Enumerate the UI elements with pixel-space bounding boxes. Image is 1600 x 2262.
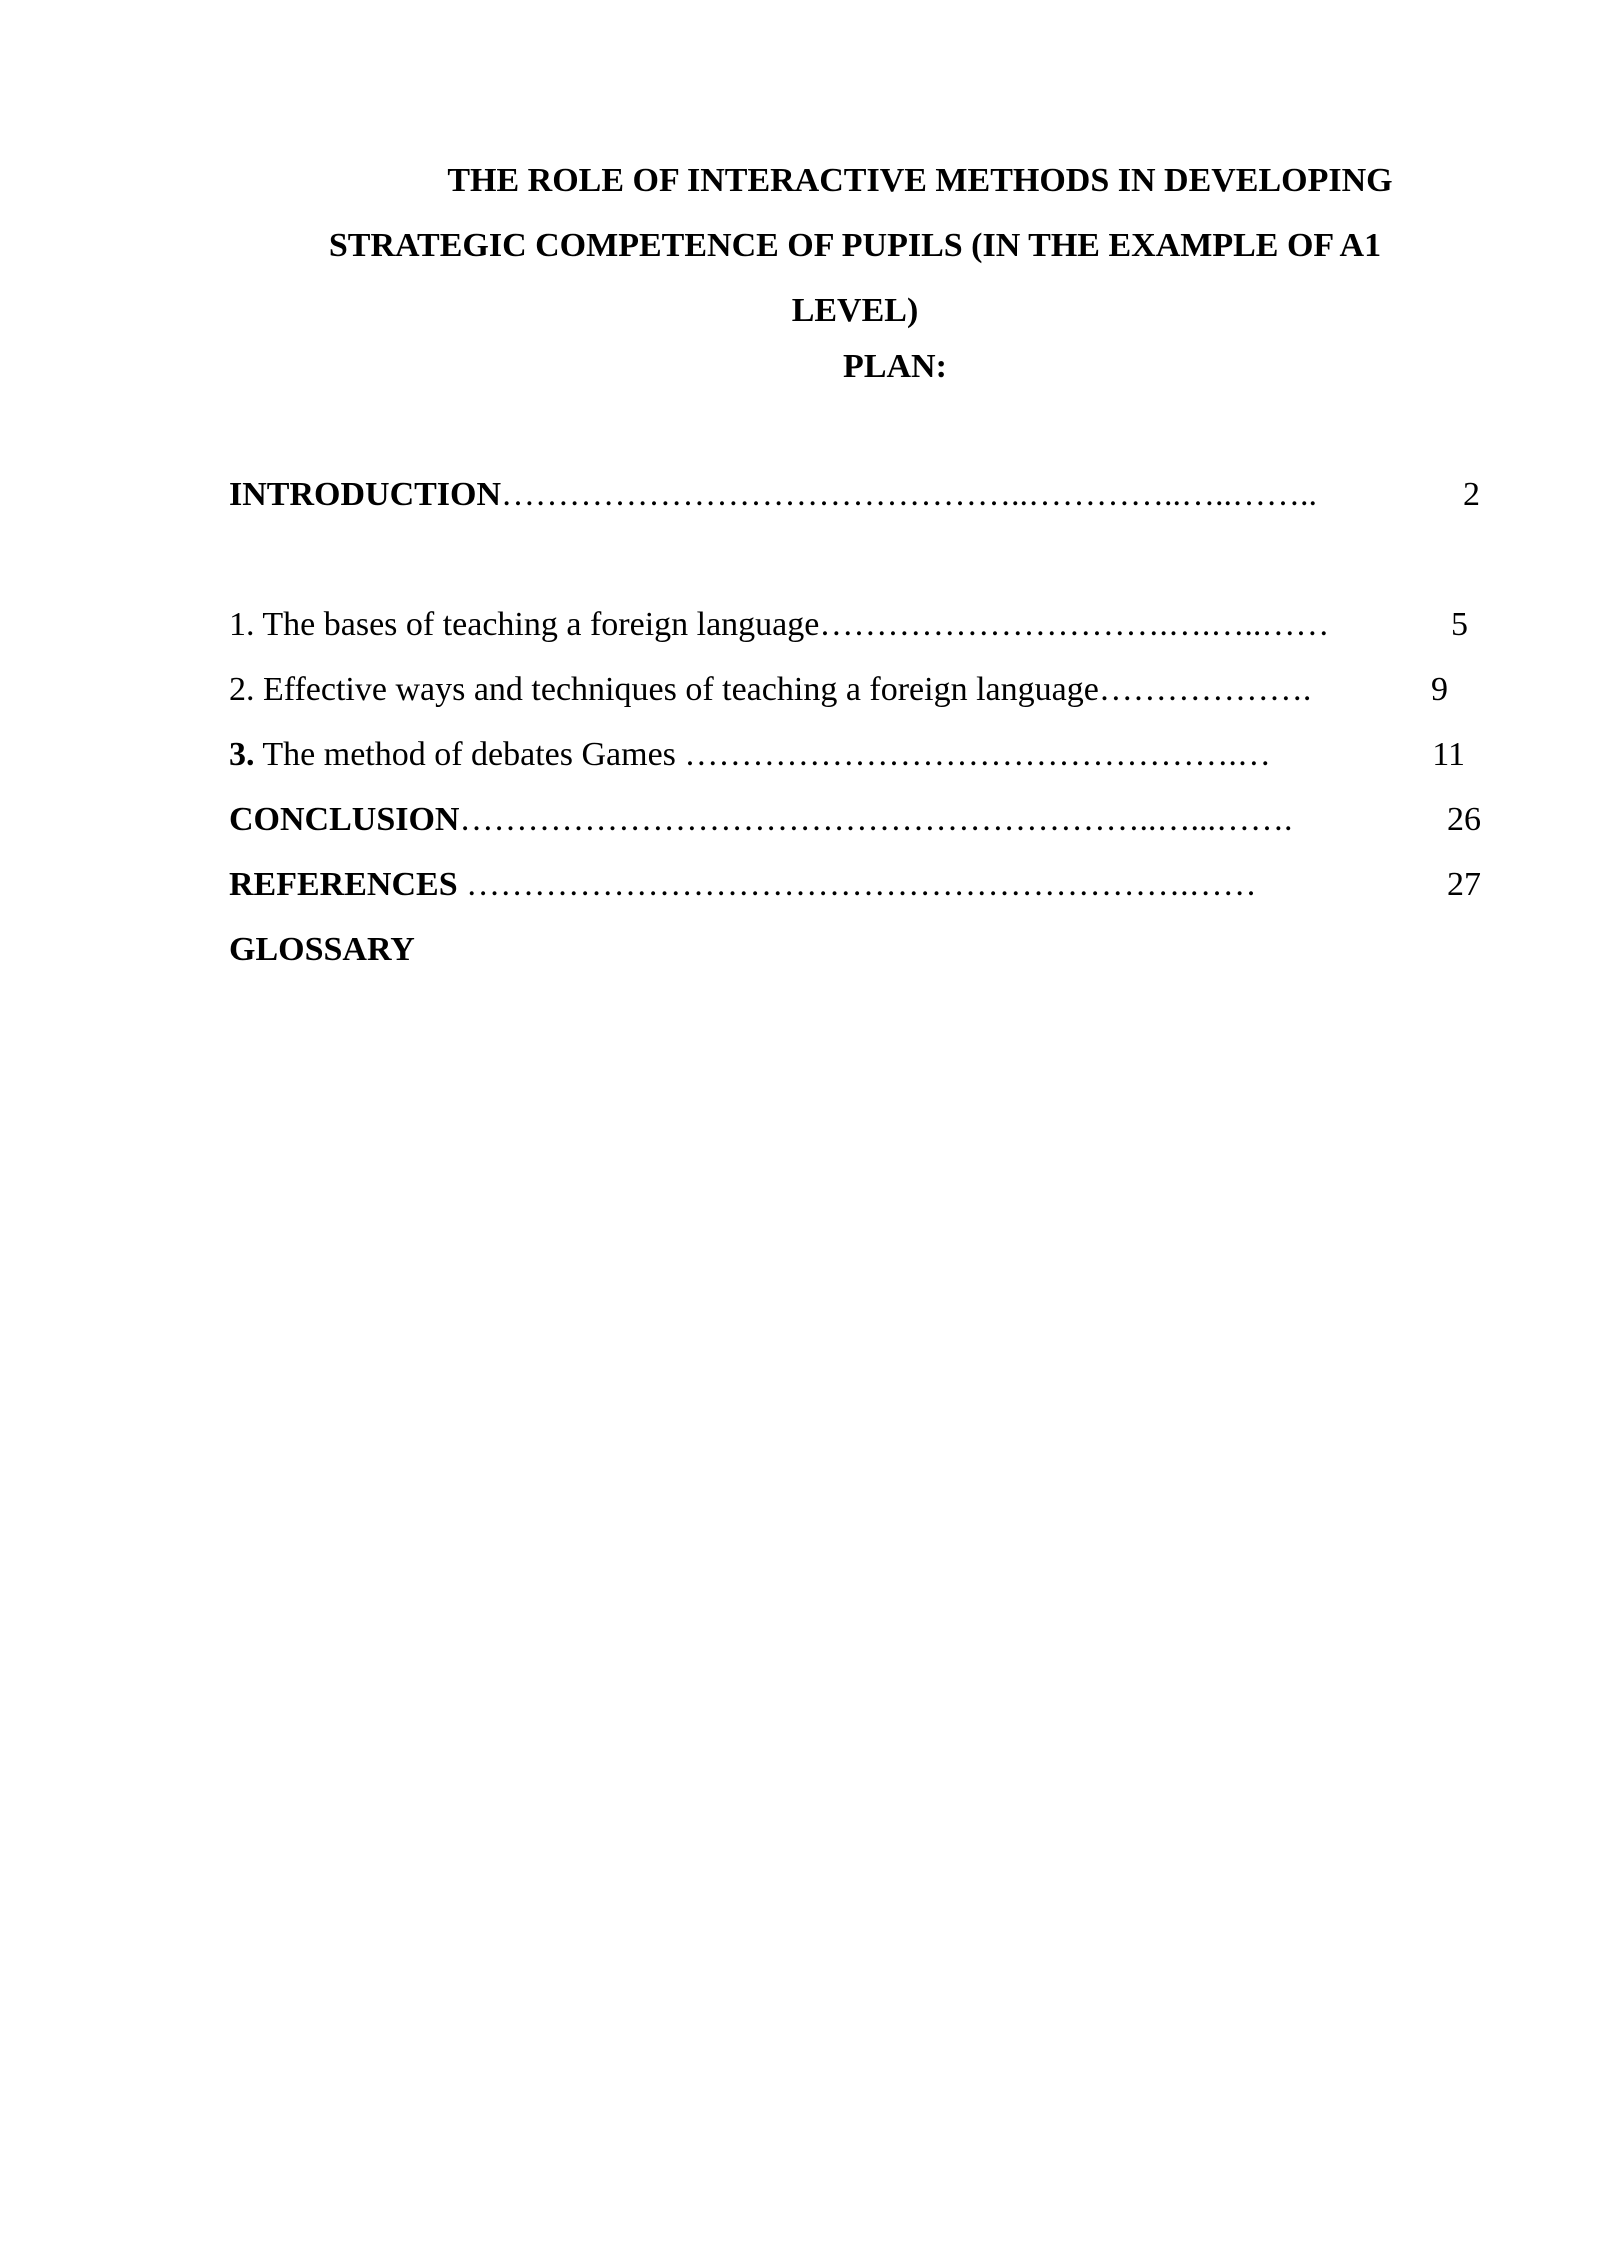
toc-number: 1. bbox=[229, 606, 255, 643]
toc-page-number: 2 bbox=[1463, 476, 1480, 513]
toc-page-number: 27 bbox=[1447, 866, 1481, 903]
toc-label: GLOSSARY bbox=[229, 931, 415, 968]
toc-entry-section-1[interactable] bbox=[229, 600, 1468, 650]
toc-leader-dots: ……………………………………………………..…...……. bbox=[459, 801, 1293, 838]
toc-page-number: 11 bbox=[1432, 736, 1465, 773]
toc-label: The method of debates Games bbox=[254, 736, 685, 773]
toc-leader-dots: ………………………….….…..…… bbox=[819, 606, 1330, 643]
toc-entry-references[interactable] bbox=[229, 860, 1481, 910]
toc-label: Effective ways and techniques of teaching a foreign language bbox=[254, 671, 1099, 708]
toc-label: REFERENCES bbox=[229, 866, 467, 903]
document-title bbox=[230, 148, 1480, 343]
toc-entry-introduction[interactable] bbox=[229, 470, 1480, 520]
toc-leader-dots: ………………………………………..…………..…..…….. bbox=[501, 476, 1318, 513]
toc-number: 3. bbox=[229, 736, 255, 773]
toc-page-number: 9 bbox=[1431, 671, 1448, 708]
toc-entry-glossary[interactable] bbox=[229, 925, 1481, 975]
title-line-1: THE ROLE OF INTERACTIVE METHODS IN DEVELOPING bbox=[447, 162, 1393, 199]
toc-label: CONCLUSION bbox=[229, 801, 460, 838]
toc-label: The bases of teaching a foreign language bbox=[254, 606, 820, 643]
title-line-3: LEVEL) bbox=[791, 292, 919, 329]
toc-entry-section-3[interactable] bbox=[229, 730, 1465, 780]
toc-leader-dots: ………………. bbox=[1098, 671, 1312, 708]
toc-entry-conclusion[interactable] bbox=[229, 795, 1481, 845]
toc-leader-dots: ……………………………………………………….…… bbox=[466, 866, 1257, 903]
toc-page-number: 26 bbox=[1447, 801, 1481, 838]
toc-label: INTRODUCTION bbox=[229, 476, 502, 513]
toc-entry-section-2[interactable] bbox=[229, 665, 1448, 715]
toc-page-number: 5 bbox=[1451, 606, 1468, 643]
plan-heading: PLAN: bbox=[843, 348, 947, 385]
toc-number: 2. bbox=[229, 671, 255, 708]
title-line-2: STRATEGIC COMPETENCE OF PUPILS (IN THE EXAMPLE OF A1 bbox=[328, 227, 1382, 264]
toc-leader-dots: ………………………………………….… bbox=[684, 736, 1271, 773]
